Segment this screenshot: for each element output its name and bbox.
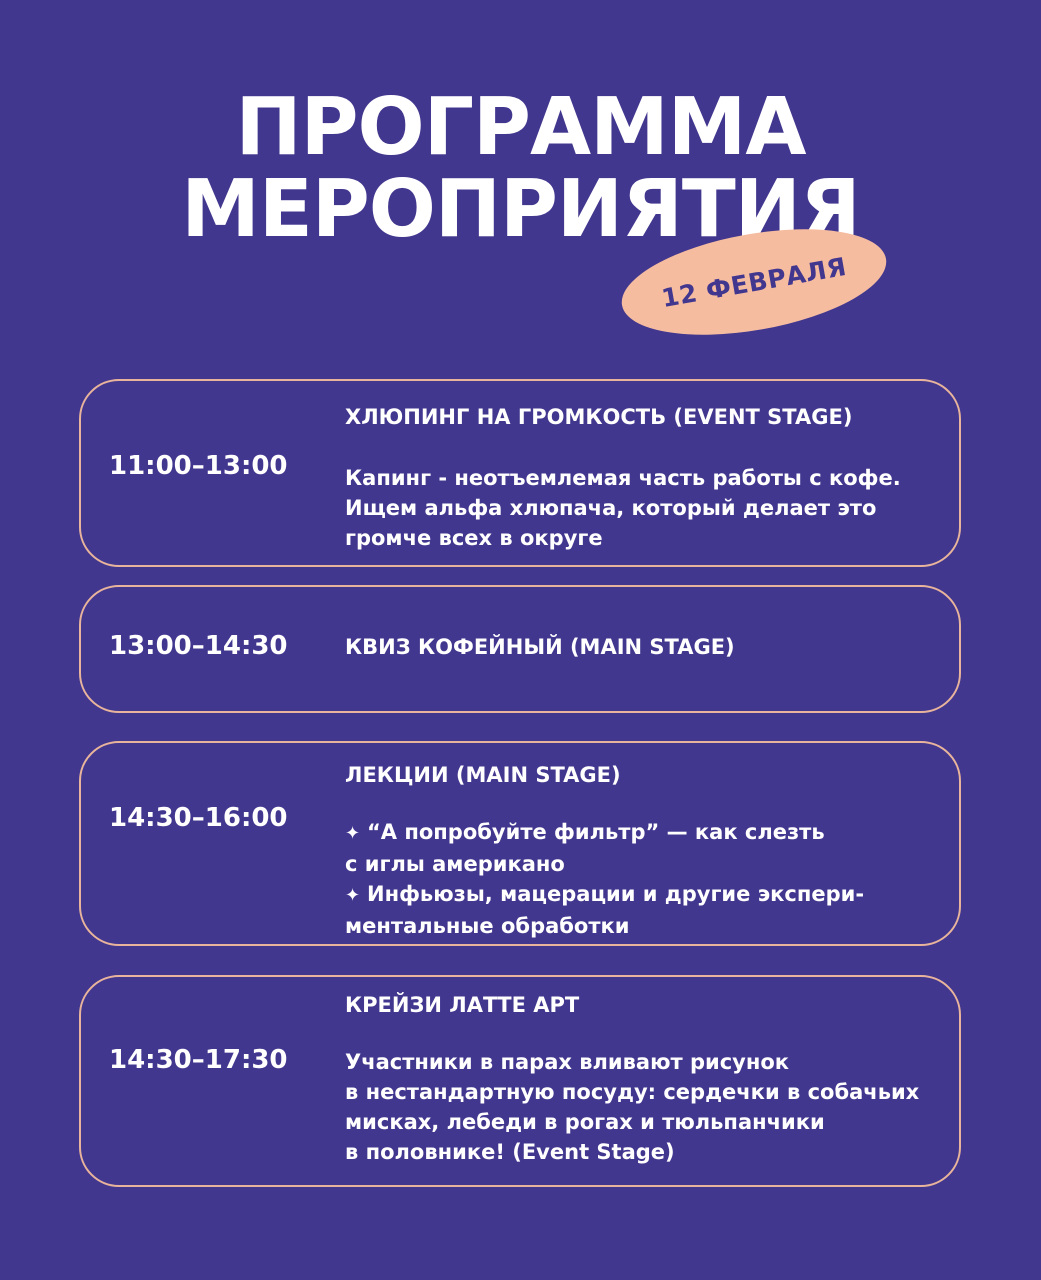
event-card-4 (79, 975, 961, 1187)
date-badge-label: 12 ФЕВРАЛЯ (659, 251, 849, 313)
event-time: 13:00–14:30 (109, 631, 288, 661)
event-time: 14:30–17:30 (109, 1045, 288, 1075)
event-card-3 (79, 741, 961, 946)
event-card-2 (79, 585, 961, 713)
event-time: 14:30–16:00 (109, 803, 288, 833)
event-title: ХЛЮПИНГ НА ГРОМКОСТЬ (EVENT STAGE) (345, 405, 853, 429)
event-title: КРЕЙЗИ ЛАТТЕ АРТ (345, 993, 580, 1017)
sparkle-icon: ✦ (345, 823, 361, 844)
description-line: Ищем альфа хлюпача, который делает это (345, 496, 877, 520)
event-title: ЛЕКЦИИ (MAIN STAGE) (345, 763, 621, 787)
description-line: мисках, лебеди в рогах и тюльпанчики (345, 1110, 825, 1134)
list-item: ✦ Инфьюзы, мацерации и другие экспери- (345, 879, 945, 911)
event-description (345, 1047, 945, 1167)
description-line: с иглы американо (345, 852, 565, 876)
event-card-1 (79, 379, 961, 567)
description-line: Капинг - неотъемлемая часть работы с кофе. (345, 466, 901, 490)
description-line: ментальные обработки (345, 914, 630, 938)
description-line: громче всех в округе (345, 526, 603, 550)
list-item: ✦ “А попробуйте фильтр” — как слезть (345, 817, 945, 849)
description-line: Участники в парах вливают рисунок (345, 1050, 790, 1074)
description-line: в нестандартную посуду: сердечки в собачьих (345, 1080, 920, 1104)
page-title-line-1: ПРОГРАММА (235, 81, 806, 173)
description-line: в половнике! (Event Stage) (345, 1140, 675, 1164)
event-title: КВИЗ КОФЕЙНЫЙ (MAIN STAGE) (345, 635, 735, 659)
event-time: 11:00–13:00 (109, 451, 288, 481)
sparkle-icon: ✦ (345, 885, 361, 906)
event-description (345, 817, 945, 941)
page-title-line-2: МЕРОПРИЯТИЯ (181, 163, 860, 255)
event-description (345, 463, 945, 553)
